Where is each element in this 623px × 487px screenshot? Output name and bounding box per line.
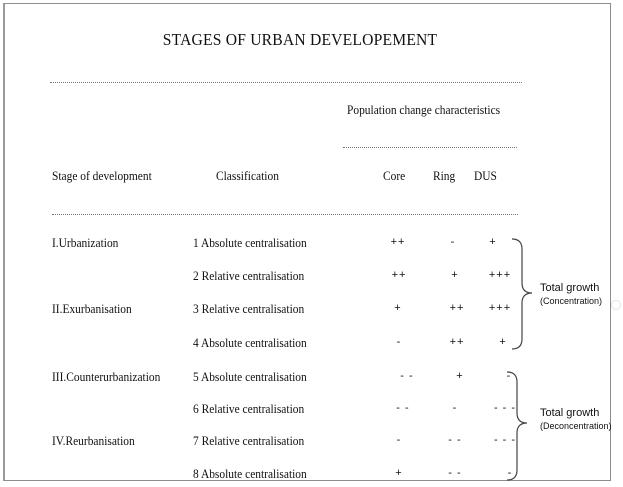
cell-classification: 5 Absolute centralisation [193,369,307,384]
divider-header [52,214,518,215]
cell-classification: 7 Relative centralisation [193,433,305,448]
cell-classification: 1 Absolute centralisation [193,235,307,250]
group-header-population-change: Population change characteristics [347,102,501,117]
cell-core: - - [396,402,410,414]
cell-stage: IV.Reurbanisation [52,433,135,448]
group-title: Total growth [540,407,600,419]
cell-ring: + [456,370,464,382]
cell-core: - [396,336,402,348]
brace-concentration-icon [510,237,540,352]
cell-core: ++ [390,236,406,248]
page-title: STAGES OF URBAN DEVELOPEMENT [162,30,438,49]
cell-dus: + [489,236,497,248]
cell-dus: - [506,370,512,382]
group-title: Total growth [540,282,600,294]
cell-core: + [394,302,402,314]
cell-core: + [395,467,403,479]
cell-dus: +++ [488,302,512,314]
cell-ring: - - [448,467,462,479]
divider-group-header [343,147,517,148]
cell-core: - - [400,370,414,382]
divider-top [50,82,522,83]
cell-dus: - - - [493,434,517,446]
cell-classification: 8 Absolute centralisation [193,466,307,481]
cell-classification: 6 Relative centralisation [193,401,305,416]
column-header-classification: Classification [216,168,279,183]
group-subtitle: (Concentration) [540,296,603,306]
cell-stage: III.Counterurbanization [52,369,161,384]
group-subtitle: (Deconcentration) [540,421,612,431]
group-label-concentration [540,282,602,306]
cell-ring: - - [448,434,462,446]
cell-core: ++ [391,269,407,281]
cell-classification: 4 Absolute centralisation [193,335,307,350]
cell-ring: - [450,236,456,248]
column-header-core: Core [383,168,406,183]
cell-classification: 2 Relative centralisation [193,268,305,283]
cell-dus: - - - [493,402,517,414]
cell-ring: - [452,402,458,414]
cell-ring: ++ [449,302,465,314]
cell-classification: 3 Relative centralisation [193,301,305,316]
cell-dus: +++ [488,269,512,281]
column-header-ring: Ring [433,168,456,183]
faint-artifact-icon [611,300,621,310]
column-header-stage: Stage of development [52,168,152,183]
cell-core: - [396,434,402,446]
cell-ring: ++ [449,336,465,348]
cell-dus: - [507,467,513,479]
group-label-deconcentration [540,407,612,431]
brace-deconcentration-icon [505,370,535,485]
column-header-dus: DUS [474,168,497,183]
cell-dus: + [499,336,507,348]
cell-ring: + [451,269,459,281]
cell-stage: II.Exurbanisation [52,301,132,316]
cell-stage: I.Urbanization [52,235,119,250]
